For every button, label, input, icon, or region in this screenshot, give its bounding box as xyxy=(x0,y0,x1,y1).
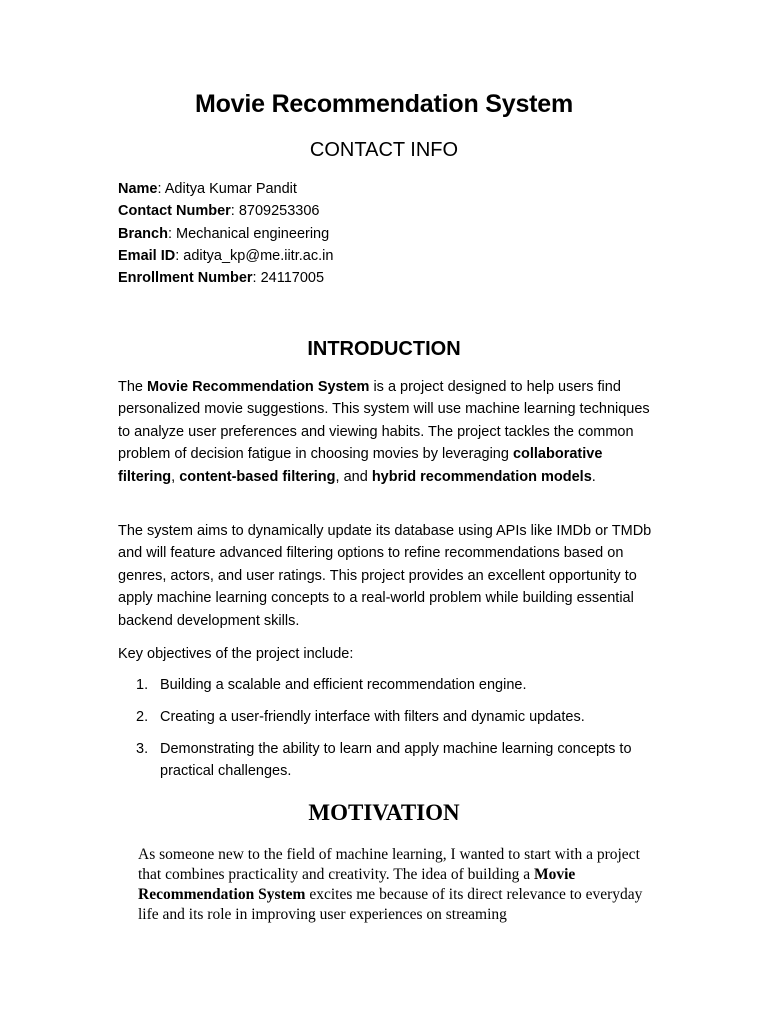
motivation-bold-1: Movie Recommendation System xyxy=(138,866,576,903)
contact-number-value: : 8709253306 xyxy=(230,203,320,220)
contact-number-line xyxy=(118,200,678,222)
motivation-paragraph xyxy=(138,845,648,925)
objective-item xyxy=(118,706,658,728)
introduction-heading: INTRODUCTION xyxy=(307,338,461,360)
intro-p1-bold-1: Movie Recommendation System xyxy=(147,379,370,395)
contact-enrollment-line xyxy=(118,267,678,289)
contact-email-value: : aditya_kp@me.iitr.ac.in xyxy=(175,247,334,264)
contact-enrollment-value: : 24117005 xyxy=(252,270,325,287)
introduction-paragraph-2: The system aims to dynamically update its database using APIs like IMDb or TMDb and will feature advanced filtering options to refine recommendations based on genres, actors, and user ratings. This project provides an excellent opportunity to apply machine learning concepts to a real-world problem while building essential backend development skills. xyxy=(118,523,652,629)
contact-branch-value: : Mechanical engineering xyxy=(167,225,330,242)
intro-p1-text-3: , xyxy=(171,468,180,485)
contact-name-label: Name xyxy=(118,181,158,197)
contact-email-line xyxy=(118,245,678,267)
document-title: Movie Recommendation System xyxy=(194,90,574,118)
intro-p1-text-2: is a project designed to help users find personalized movie suggestions. This system will use machine learning techniques to analyze user preferences and viewing habits. The project tackles the common problem of decision fatigue in choosing movies by leveraging xyxy=(118,379,650,463)
motivation-heading: MOTIVATION xyxy=(308,800,460,825)
contact-email-label: Email ID xyxy=(118,247,176,264)
objective-text: Building a scalable and efficient recommendation engine. xyxy=(160,677,527,693)
contact-branch-line xyxy=(118,223,678,245)
objective-item xyxy=(118,674,658,696)
intro-p1-bold-4: hybrid recommendation models xyxy=(371,468,592,485)
objective-number: 2. xyxy=(136,708,149,725)
contact-name-line xyxy=(118,178,678,200)
intro-p1-bold-2: collaborative filtering xyxy=(118,446,603,485)
intro-p1-text-4: , and xyxy=(335,468,372,485)
contact-number-label: Contact Number xyxy=(118,203,231,220)
contact-info-heading: CONTACT INFO xyxy=(309,139,459,161)
objective-item xyxy=(118,738,658,783)
objective-number: 1. xyxy=(136,677,149,693)
objectives-list xyxy=(118,674,658,792)
objectives-intro-text: Key objectives of the project include: xyxy=(118,646,354,662)
contact-enrollment-label: Enrollment Number xyxy=(118,270,253,287)
intro-p1-text-1: The xyxy=(118,379,148,395)
objective-number: 3. xyxy=(136,740,149,757)
intro-p1-bold-3: content-based filtering xyxy=(179,468,336,485)
motivation-text-1: As someone new to the field of machine learning, I wanted to start with a project that combines practicality and creativity. The idea of building a xyxy=(138,846,640,883)
motivation-text-2: excites me because of its direct relevance to everyday life and its role in improving user experiences on streaming xyxy=(138,886,643,923)
contact-branch-label: Branch xyxy=(118,225,168,242)
contact-info-list xyxy=(118,178,678,289)
objective-text: Demonstrating the ability to learn and apply machine learning concepts to practical challenges. xyxy=(160,740,632,780)
objective-text: Creating a user-friendly interface with filters and dynamic updates. xyxy=(160,708,585,725)
intro-p1-text-5: . xyxy=(591,468,596,485)
introduction-paragraph-1 xyxy=(118,376,656,488)
contact-name-value: : Aditya Kumar Pandit xyxy=(157,181,297,197)
